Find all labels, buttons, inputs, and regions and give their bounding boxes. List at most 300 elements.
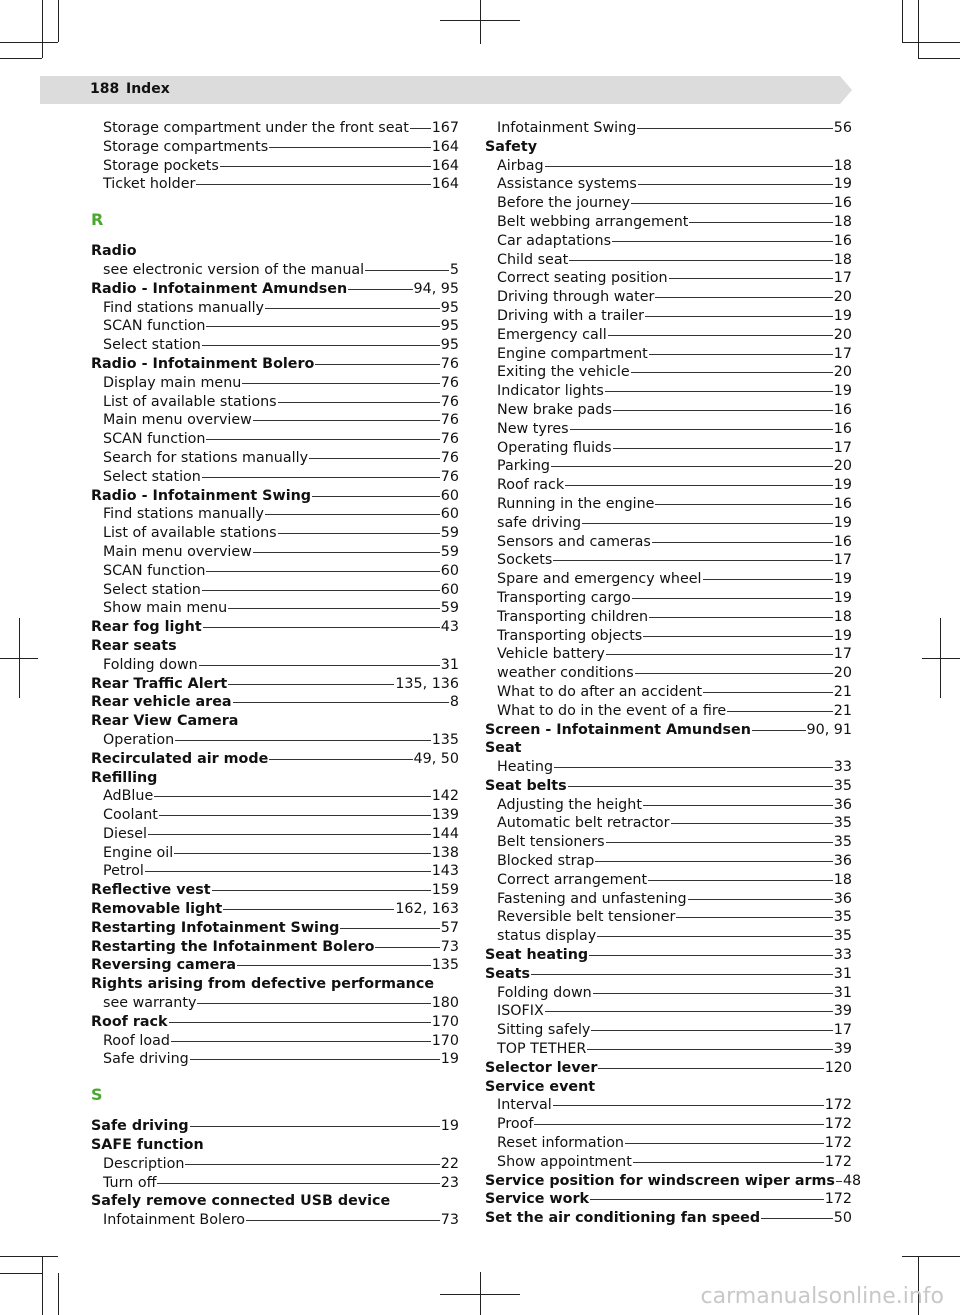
page-reference[interactable]: 60 [440, 562, 459, 579]
leader-line [265, 514, 440, 515]
index-subentry[interactable] [485, 345, 852, 364]
leader-line [688, 899, 833, 900]
page-reference[interactable]: 73 [440, 938, 459, 955]
entry-label: List of available stations [103, 393, 277, 410]
index-subentry[interactable] [485, 1134, 852, 1153]
entry-label: Belt webbing arrangement [497, 213, 689, 230]
index-entry[interactable] [91, 750, 459, 769]
index-subentry[interactable] [91, 656, 459, 675]
page-reference[interactable]: 21 [833, 702, 852, 719]
page-reference[interactable]: 90, 91 [806, 721, 852, 738]
index-subentry[interactable] [485, 1021, 852, 1040]
leader-line [197, 1003, 430, 1004]
entry-label: Transporting cargo [497, 589, 631, 606]
leader-line [590, 1199, 824, 1200]
index-subentry[interactable] [485, 796, 852, 815]
crop-mark [902, 0, 903, 42]
leader-line [595, 861, 832, 862]
page-reference[interactable]: 19 [440, 1118, 459, 1135]
entry-label: Radio - Infotainment Amundsen [91, 280, 348, 297]
index-subentry[interactable] [91, 119, 459, 138]
index-subentry[interactable] [485, 908, 852, 927]
page-reference[interactable]: 35 [833, 928, 852, 945]
page-reference[interactable]: 16 [833, 420, 852, 437]
leader-line [612, 241, 833, 242]
leader-line [202, 477, 440, 478]
index-subentry[interactable] [485, 401, 852, 420]
index-subentry[interactable] [91, 505, 459, 524]
index-entry[interactable] [91, 487, 459, 506]
leader-line [223, 909, 394, 910]
entry-label: Storage compartments [103, 138, 269, 155]
entry-label: Search for stations manually [103, 449, 309, 466]
index-subentry[interactable] [485, 927, 852, 946]
crop-mark [940, 618, 941, 698]
page-reference[interactable]: 135, 136 [395, 675, 459, 692]
page-reference[interactable]: 22 [440, 1155, 459, 1172]
page-reference[interactable]: 18 [833, 251, 852, 268]
page-reference[interactable]: 35 [833, 777, 852, 794]
leader-line [190, 1059, 440, 1060]
leader-line [157, 1183, 439, 1184]
index-subentry[interactable] [485, 871, 852, 890]
index-subentry[interactable] [91, 731, 459, 750]
index-subentry[interactable] [485, 382, 852, 401]
index-entry[interactable] [485, 777, 852, 796]
leader-line [570, 429, 833, 430]
index-subentry[interactable] [485, 1002, 852, 1021]
page-reference[interactable]: 17 [833, 270, 852, 287]
page-reference[interactable]: 39 [833, 1041, 852, 1058]
page-reference[interactable]: 33 [833, 759, 852, 776]
page-reference[interactable]: 48 [842, 1172, 862, 1189]
index-entry[interactable] [485, 721, 852, 740]
index-subentry[interactable] [485, 194, 852, 213]
index-subentry[interactable] [91, 175, 459, 194]
index-subentry[interactable] [485, 157, 852, 176]
page-reference[interactable]: 17 [833, 646, 852, 663]
entry-label: Description [103, 1155, 185, 1172]
page-reference[interactable]: 159 [431, 882, 459, 899]
page-reference[interactable]: 8 [449, 694, 459, 711]
index-subentry[interactable] [485, 1115, 852, 1134]
index-subentry[interactable] [485, 627, 852, 646]
page-reference[interactable]: 19 [833, 176, 852, 193]
page-reference[interactable]: 19 [833, 571, 852, 588]
index-subentry[interactable] [485, 645, 852, 664]
page-reference[interactable]: 19 [833, 589, 852, 606]
entry-label: Folding down [497, 984, 592, 1001]
page-reference[interactable]: 17 [833, 345, 852, 362]
leader-line [265, 308, 440, 309]
page-reference[interactable]: 31 [833, 984, 852, 1001]
index-entry[interactable] [485, 1190, 852, 1209]
page-reference[interactable]: 31 [440, 656, 459, 673]
entry-label: Rights arising from defective performance [91, 976, 435, 993]
page-reference[interactable]: 18 [833, 871, 852, 888]
index-subentry[interactable] [485, 589, 852, 608]
page-reference[interactable]: 19 [833, 307, 852, 324]
leader-line [632, 598, 833, 599]
index-subentry[interactable] [91, 430, 459, 449]
index-subentry[interactable] [91, 862, 459, 881]
page-reference[interactable]: 19 [833, 627, 852, 644]
index-subentry[interactable] [485, 232, 852, 251]
page-reference[interactable]: 17 [833, 552, 852, 569]
page-reference[interactable]: 76 [440, 374, 459, 391]
index-entry [91, 1192, 459, 1211]
page-reference[interactable]: 19 [833, 477, 852, 494]
page-reference[interactable]: 142 [431, 788, 459, 805]
page-reference[interactable]: 164 [431, 176, 459, 193]
page-reference[interactable]: 170 [431, 1013, 459, 1030]
index-subentry[interactable] [91, 1155, 459, 1174]
page-reference[interactable]: 33 [833, 947, 852, 964]
page-reference[interactable]: 95 [440, 337, 459, 354]
index-subentry[interactable] [91, 581, 459, 600]
index-subentry[interactable] [485, 363, 852, 382]
entry-label: Storage pockets [103, 157, 219, 174]
leader-line [631, 372, 833, 373]
index-subentry[interactable] [91, 374, 459, 393]
index-entry[interactable] [91, 881, 459, 900]
entry-label: Engine oil [103, 844, 174, 861]
page-reference[interactable]: 20 [833, 665, 852, 682]
page-reference[interactable]: 16 [833, 495, 852, 512]
index-entry[interactable] [485, 946, 852, 965]
index-entry[interactable] [91, 956, 459, 975]
index-subentry[interactable] [485, 476, 852, 495]
index-subentry[interactable] [91, 806, 459, 825]
leader-line [212, 890, 431, 891]
index-subentry[interactable] [485, 457, 852, 476]
index-subentry[interactable] [485, 570, 852, 589]
leader-line [649, 617, 833, 618]
leader-line [637, 128, 833, 129]
entry-label: Before the journey [497, 195, 631, 212]
index-subentry[interactable] [485, 833, 852, 852]
entry-label: SCAN function [103, 318, 206, 335]
index-subentry[interactable] [485, 326, 852, 345]
page-reference[interactable]: 18 [833, 213, 852, 230]
index-subentry[interactable] [91, 336, 459, 355]
page-reference[interactable]: 167 [431, 120, 459, 136]
index-subentry[interactable] [91, 261, 459, 280]
index-subentry[interactable] [485, 1096, 852, 1115]
leader-line [410, 128, 431, 129]
page-reference[interactable]: 135 [431, 731, 459, 748]
leader-line [375, 947, 439, 948]
entry-label: Seat belts [485, 777, 567, 794]
index-subentry[interactable] [91, 543, 459, 562]
index-entry[interactable] [485, 1059, 852, 1078]
crop-mark [0, 1273, 42, 1274]
page-reference[interactable]: 19 [440, 1051, 459, 1068]
index-entry[interactable] [485, 965, 852, 984]
entry-label: ISOFIX [497, 1003, 544, 1020]
page-reference[interactable]: 120 [824, 1059, 852, 1076]
crop-mark [19, 618, 20, 698]
index-subentry[interactable] [91, 157, 459, 176]
page-reference[interactable]: 172 [824, 1116, 852, 1133]
index-subentry[interactable] [91, 994, 459, 1013]
page-reference[interactable]: 19 [833, 383, 852, 400]
index-subentry[interactable] [91, 599, 459, 618]
index-entry [485, 1078, 852, 1097]
leader-line [202, 345, 440, 346]
leader-line [202, 590, 440, 591]
index-subentry[interactable] [485, 175, 852, 194]
entry-label: Seats [485, 965, 530, 982]
page-reference[interactable]: 57 [440, 919, 459, 936]
index-subentry[interactable] [485, 608, 852, 627]
page-reference[interactable]: 17 [833, 439, 852, 456]
index-subentry[interactable] [91, 317, 459, 336]
page-reference[interactable]: 172 [824, 1191, 852, 1208]
crop-mark [902, 1256, 960, 1257]
page-reference[interactable]: 76 [440, 449, 459, 466]
leader-line [228, 608, 440, 609]
index-subentry[interactable] [485, 890, 852, 909]
leader-line [613, 448, 833, 449]
entry-label: Rear fog light [91, 619, 202, 636]
index-subentry[interactable] [91, 449, 459, 468]
index-entry[interactable] [91, 1013, 459, 1032]
page-reference[interactable]: 16 [833, 195, 852, 212]
page-reference[interactable]: 164 [431, 138, 459, 155]
index-entry [91, 712, 459, 731]
page-reference[interactable]: 20 [833, 364, 852, 381]
index-subentry[interactable] [91, 844, 459, 863]
index-subentry[interactable] [91, 468, 459, 487]
entry-label: Indicator lights [497, 383, 604, 400]
leader-line [591, 1030, 832, 1031]
entry-label: What to do in the event of a fire [497, 702, 727, 719]
page-reference[interactable]: 143 [431, 863, 459, 880]
entry-label: Driving with a trailer [497, 307, 645, 324]
page-reference[interactable]: 135 [431, 957, 459, 974]
index-entry[interactable] [91, 280, 459, 299]
leader-line [233, 702, 449, 703]
page-reference[interactable]: 39 [833, 1003, 852, 1020]
index-entry[interactable] [485, 1209, 852, 1228]
index-subentry[interactable] [91, 524, 459, 543]
index-subentry[interactable] [485, 420, 852, 439]
index-subentry[interactable] [485, 533, 852, 552]
leader-line [154, 796, 430, 797]
leader-line [145, 871, 431, 872]
page-reference[interactable]: 20 [833, 326, 852, 343]
entry-label: Find stations manually [103, 299, 265, 316]
index-subentry[interactable] [91, 138, 459, 157]
page-reference[interactable]: 19 [833, 514, 852, 531]
page-reference[interactable]: 59 [440, 525, 459, 542]
leader-line [534, 1124, 823, 1125]
leader-line [633, 1162, 824, 1163]
index-subentry[interactable] [485, 269, 852, 288]
page-reference[interactable]: 60 [440, 581, 459, 598]
page-reference[interactable]: 20 [833, 289, 852, 306]
leader-line [175, 740, 431, 741]
page-reference[interactable]: 59 [440, 543, 459, 560]
page-reference[interactable]: 76 [440, 468, 459, 485]
page-reference[interactable]: 139 [431, 807, 459, 824]
index-subentry[interactable] [485, 702, 852, 721]
page-reference[interactable]: 76 [440, 412, 459, 429]
entry-label: Child seat [497, 251, 569, 268]
page-reference[interactable]: 94, 95 [413, 280, 459, 297]
index-subentry[interactable] [91, 411, 459, 430]
page-reference[interactable]: 16 [833, 232, 852, 249]
page-reference[interactable]: 35 [833, 834, 852, 851]
index-subentry[interactable] [485, 119, 852, 138]
leader-line [587, 1049, 832, 1050]
page-reference[interactable]: 144 [431, 825, 459, 842]
page-reference[interactable]: 76 [440, 355, 459, 372]
page-reference[interactable]: 20 [833, 458, 852, 475]
entry-label: Engine compartment [497, 345, 648, 362]
index-subentry[interactable] [91, 1032, 459, 1051]
leader-line [643, 805, 833, 806]
leader-line [545, 1011, 833, 1012]
leader-line [582, 523, 833, 524]
crop-mark [918, 58, 960, 59]
page-reference[interactable]: 60 [440, 506, 459, 523]
index-subentry[interactable] [485, 495, 852, 514]
index-subentry[interactable] [91, 299, 459, 318]
entry-label: Set the air conditioning fan speed [485, 1210, 761, 1227]
index-subentry[interactable] [485, 307, 852, 326]
index-entry[interactable] [91, 1117, 459, 1136]
index-subentry[interactable] [485, 213, 852, 232]
leader-line [608, 335, 833, 336]
leader-line [598, 1068, 823, 1069]
page-reference[interactable]: 172 [824, 1153, 852, 1170]
index-subentry[interactable] [485, 551, 852, 570]
entry-label: Select station [103, 581, 201, 598]
page-reference[interactable]: 36 [833, 890, 852, 907]
index-entry[interactable] [91, 618, 459, 637]
entry-label: see electronic version of the manual [103, 261, 365, 278]
page-reference[interactable]: 76 [440, 431, 459, 448]
page-reference[interactable]: 138 [431, 844, 459, 861]
entry-label: Operating fluids [497, 439, 612, 456]
page-reference[interactable]: 36 [833, 853, 852, 870]
index-subentry[interactable] [485, 664, 852, 683]
index-subentry[interactable] [91, 787, 459, 806]
page-reference[interactable]: 17 [833, 1022, 852, 1039]
leader-line [253, 420, 440, 421]
page-reference[interactable]: 43 [440, 619, 459, 636]
index-subentry[interactable] [485, 683, 852, 702]
page-reference[interactable]: 5 [449, 261, 459, 278]
leader-line [309, 458, 440, 459]
index-subentry[interactable] [91, 1050, 459, 1069]
index-subentry[interactable] [485, 514, 852, 533]
index-subentry[interactable] [485, 288, 852, 307]
crop-mark [42, 0, 43, 58]
entry-label: Transporting children [497, 608, 649, 625]
leader-line [206, 326, 439, 327]
page-reference[interactable]: 23 [440, 1174, 459, 1191]
entry-label: Recirculated air mode [91, 750, 269, 767]
index-subentry[interactable] [91, 1174, 459, 1193]
page-reference[interactable]: 35 [833, 909, 852, 926]
leader-line [242, 383, 439, 384]
page-reference[interactable]: 59 [440, 600, 459, 617]
page-reference[interactable]: 18 [833, 157, 852, 174]
index-subentry[interactable] [485, 852, 852, 871]
page-reference[interactable]: 172 [824, 1135, 852, 1152]
index-entry [91, 975, 459, 994]
page-reference[interactable]: 18 [833, 608, 852, 625]
page-reference[interactable]: 170 [431, 1032, 459, 1049]
page-reference[interactable]: 36 [833, 796, 852, 813]
index-subentry[interactable] [91, 825, 459, 844]
page-reference[interactable]: 180 [431, 995, 459, 1012]
leader-line [597, 936, 833, 937]
crop-mark [42, 1256, 43, 1315]
entry-label: Emergency call [497, 326, 607, 343]
page-reference[interactable]: 60 [440, 487, 459, 504]
entry-label: Radio - Infotainment Bolero [91, 355, 315, 372]
page-reference[interactable]: 21 [833, 683, 852, 700]
leader-line [237, 965, 431, 966]
index-entry[interactable] [91, 919, 459, 938]
watermark: carmanualsonline.info [700, 1284, 944, 1309]
page-reference[interactable]: 76 [440, 393, 459, 410]
index-subentry[interactable] [91, 1211, 459, 1230]
page-reference[interactable]: 172 [824, 1097, 852, 1114]
index-entry[interactable] [91, 900, 459, 919]
page-reference[interactable]: 56 [833, 120, 852, 136]
page-reference[interactable]: 95 [440, 318, 459, 335]
index-subentry[interactable] [485, 814, 852, 833]
entry-label: What to do after an accident [497, 683, 703, 700]
index-subentry[interactable] [485, 1153, 852, 1172]
index-subentry[interactable] [91, 393, 459, 412]
index-subentry[interactable] [485, 758, 852, 777]
index-entry[interactable] [91, 355, 459, 374]
leader-line [190, 1126, 440, 1127]
page-reference[interactable]: 49, 50 [413, 750, 459, 767]
index-subentry[interactable] [485, 439, 852, 458]
index-subentry[interactable] [485, 1040, 852, 1059]
page-reference[interactable]: 16 [833, 533, 852, 550]
index-subentry[interactable] [91, 562, 459, 581]
index-entry[interactable] [91, 693, 459, 712]
page-reference[interactable]: 50 [833, 1210, 852, 1227]
page-reference[interactable]: 31 [833, 965, 852, 982]
page-reference[interactable]: 162, 163 [395, 901, 459, 918]
leader-line [554, 767, 833, 768]
entry-label: Correct arrangement [497, 871, 648, 888]
page-reference[interactable]: 95 [440, 299, 459, 316]
index-subentry[interactable] [485, 251, 852, 270]
entry-label: Service work [485, 1191, 590, 1208]
page-reference[interactable]: 35 [833, 815, 852, 832]
page-reference[interactable]: 73 [440, 1212, 459, 1229]
entry-label: Automatic belt retractor [497, 815, 670, 832]
index-entry[interactable] [485, 1172, 862, 1191]
leader-line [246, 1220, 440, 1221]
page-reference[interactable]: 164 [431, 157, 459, 174]
page-reference[interactable]: 16 [833, 401, 852, 418]
index-entry[interactable] [91, 938, 459, 957]
entry-label: Reflective vest [91, 882, 211, 899]
index-subentry[interactable] [485, 984, 852, 1003]
index-entry[interactable] [91, 675, 459, 694]
